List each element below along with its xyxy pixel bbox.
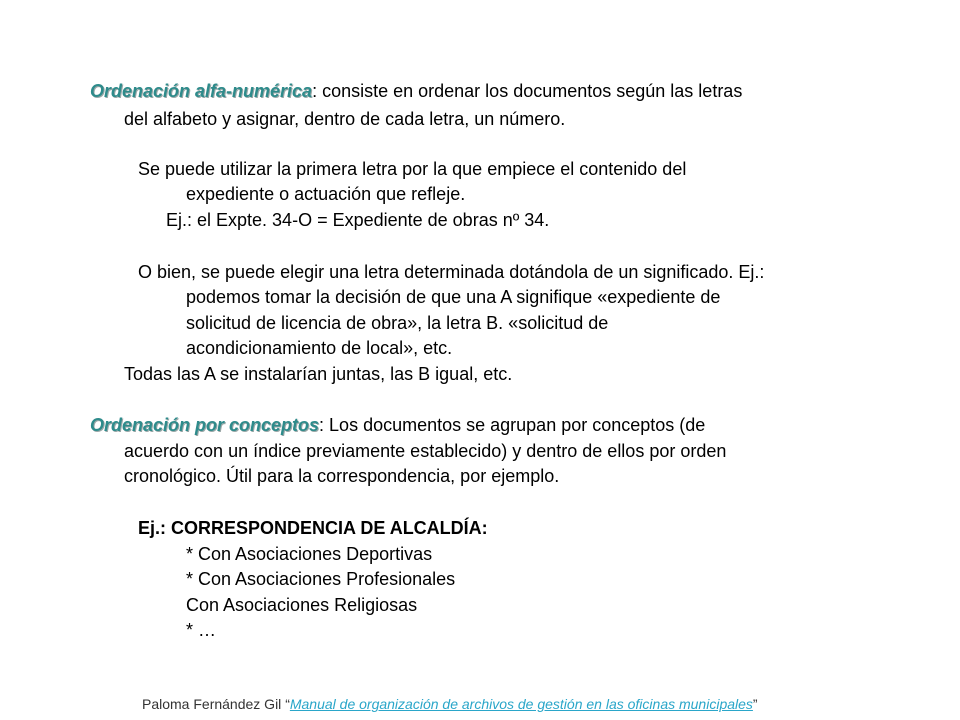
- footer-citation: [142, 695, 758, 713]
- example2-item: Con Asociaciones Religiosas: [186, 595, 418, 615]
- paragraph2-line4: acondicionamiento de local», etc.: [186, 338, 453, 358]
- example2-item: * …: [186, 620, 217, 640]
- example1: Ej.: el Expte. 34-O = Expediente de obras nº 34.: [166, 210, 550, 230]
- footer-open-quote: “: [285, 696, 290, 712]
- paragraph1-line2: expediente o actuación que refleje.: [186, 184, 466, 204]
- paragraph2-line1: O bien, se puede elegir una letra determinada dotándola de un significado. Ej.:: [138, 262, 765, 282]
- example2-item: * Con Asociaciones Profesionales: [186, 569, 456, 589]
- section1-definition-line2: del alfabeto y asignar, dentro de cada letra, un número.: [124, 109, 566, 129]
- paragraph2-line2: podemos tomar la decisión de que una A signifique «expediente de: [186, 287, 721, 307]
- section2-definition-line2: acuerdo con un índice previamente establecido) y dentro de ellos por orden: [124, 441, 727, 461]
- example2-heading: Ej.: CORRESPONDENCIA DE ALCALDÍA:: [138, 518, 488, 538]
- section1-definition-line1: [90, 78, 742, 104]
- section2-definition-text: : Los documentos se agrupan por conceptos (de: [319, 415, 706, 435]
- paragraph2-line3: solicitud de licencia de obra», la letra B. «solicitud de: [186, 313, 609, 333]
- footer-author: Paloma Fernández Gil: [142, 696, 286, 712]
- example2-item: * Con Asociaciones Deportivas: [186, 544, 433, 564]
- paragraph3: Todas las A se instalarían juntas, las B igual, etc.: [124, 364, 513, 384]
- section2-term: Ordenación por conceptos: [90, 415, 320, 435]
- section2-definition-line1: [90, 412, 705, 438]
- section1-definition-text: : consiste en ordenar los documentos según las letras: [312, 81, 743, 101]
- section2-definition-line3: cronológico. Útil para la correspondencia, por ejemplo.: [124, 466, 560, 486]
- footer-manual-link[interactable]: Manual de organización de archivos de gestión en las oficinas municipales: [289, 696, 753, 712]
- footer-close-quote: ”: [752, 696, 758, 712]
- paragraph1-line1: Se puede utilizar la primera letra por la que empiece el contenido del: [138, 159, 687, 179]
- section1-term: Ordenación alfa-numérica: [90, 81, 313, 101]
